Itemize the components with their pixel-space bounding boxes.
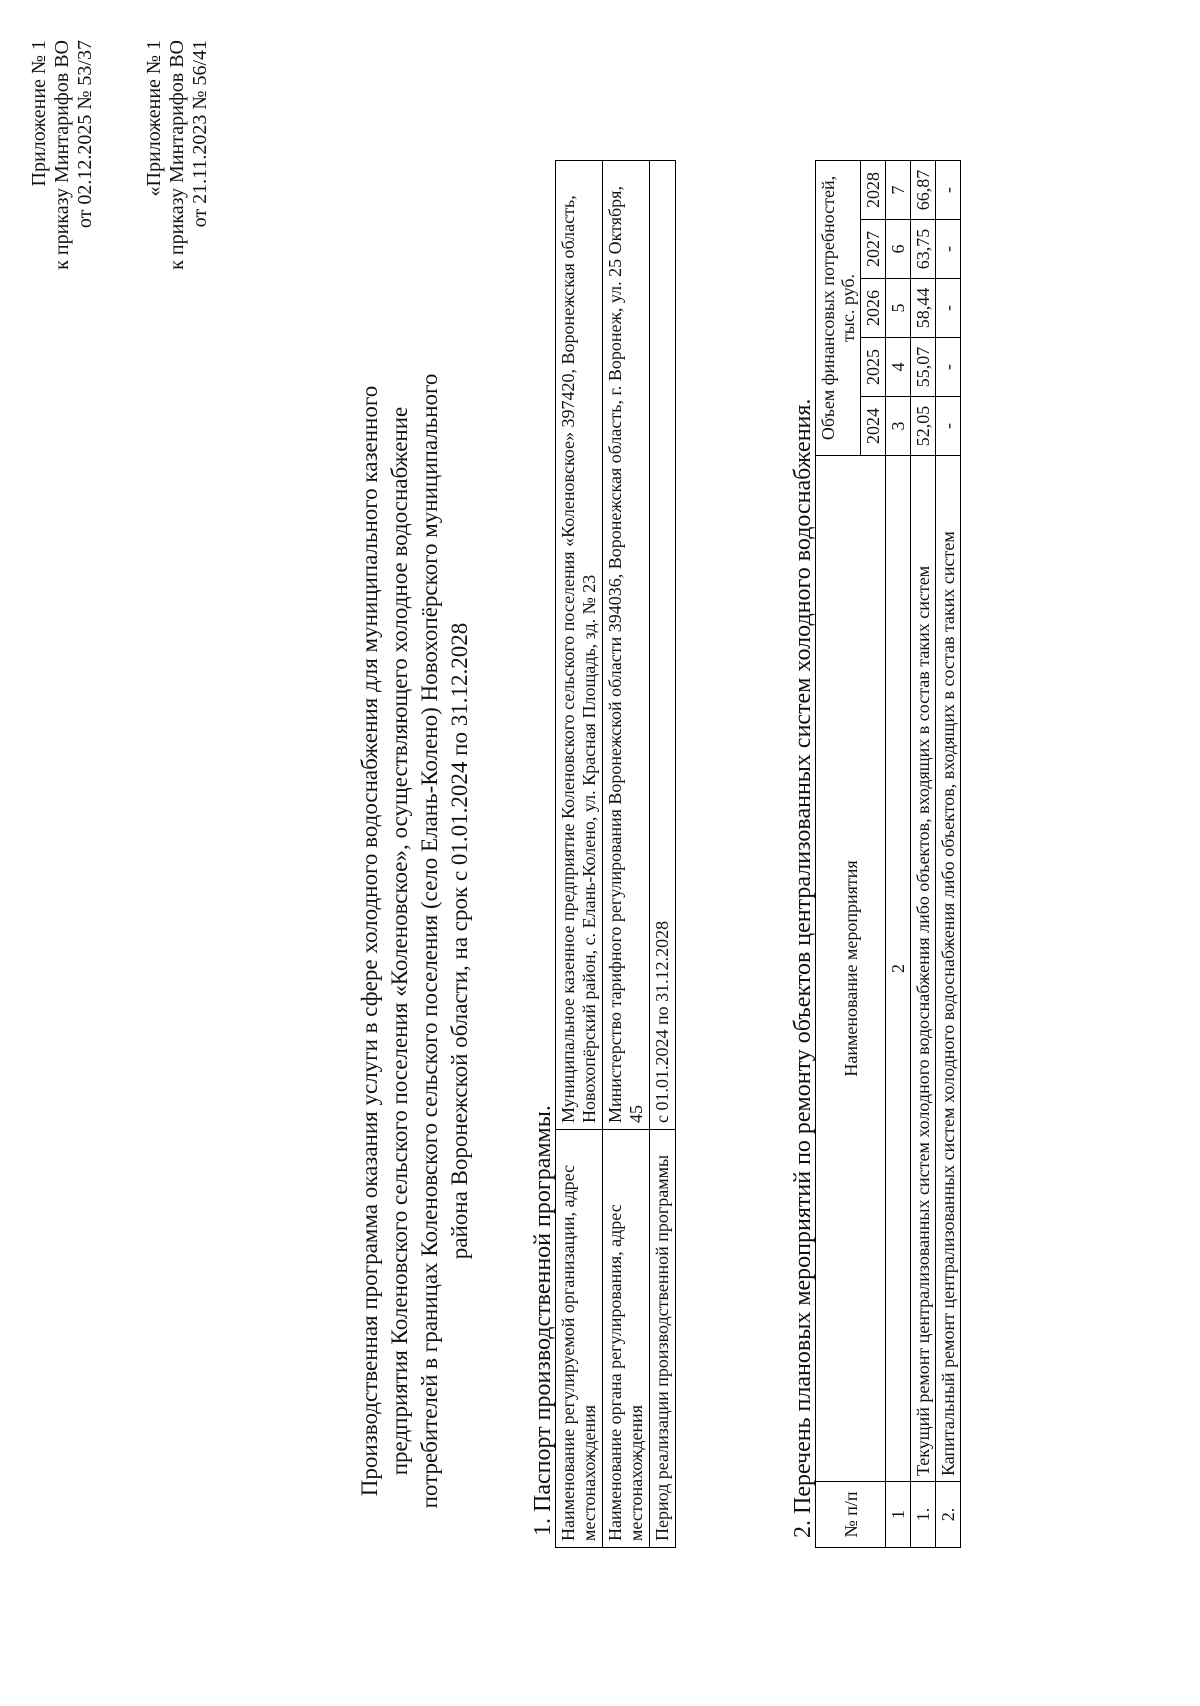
events-table (815, 160, 961, 1548)
row-number: 2. (936, 1482, 961, 1548)
column-numbering-row (886, 161, 911, 1548)
passport-label: Наименование органа регулирования, адрес местонахождения (603, 1130, 650, 1548)
table-row (936, 161, 961, 1548)
appendix-line: от 02.12.2025 № 53/37 (74, 40, 96, 229)
passport-table (555, 160, 676, 1548)
header-event-name: Наименование мероприятия (816, 456, 886, 1482)
appendix-line: к приказу Минтарифов ВО (51, 40, 73, 270)
column-number: 6 (886, 220, 911, 279)
events-heading: 2. Перечень плановых мероприятий по ремонту объектов централизованных систем холодного водоснабжения. (790, 398, 816, 1538)
column-number: 3 (886, 397, 911, 456)
column-number: 1 (886, 1482, 911, 1548)
table-row (556, 161, 603, 1548)
cell-value: - (936, 338, 961, 397)
row-number: 1. (911, 1482, 936, 1548)
passport-label: Наименование регулируемой организации, адрес местонахождения (556, 1130, 603, 1548)
column-number: 5 (886, 279, 911, 338)
column-number: 7 (886, 161, 911, 220)
passport-heading: 1. Паспорт производственной программы. (530, 1105, 556, 1536)
cell-value: - (936, 220, 961, 279)
appendix-line: к приказу Минтарифов ВО (166, 40, 188, 270)
passport-value: с 01.01.2024 по 31.12.2028 (650, 161, 676, 1130)
appendix-note-previous (143, 40, 212, 270)
header-year: 2025 (861, 338, 886, 397)
event-name: Капитальный ремонт централизованных систем холодного водоснабжения либо объектов, входящих в состав таких систем (936, 456, 961, 1482)
appendix-line: от 21.11.2023 № 56/41 (189, 40, 211, 228)
cell-value: - (936, 161, 961, 220)
header-number: № п/п (816, 1482, 886, 1548)
appendix-note-current (28, 40, 97, 270)
cell-value: - (936, 397, 961, 456)
cell-value: 58,44 (911, 279, 936, 338)
header-year: 2028 (861, 161, 886, 220)
passport-value: Муниципальное казенное предприятие Коленовского сельского поселения «Коленовское» 397420, Воронежская область, Новохопёрский район, с. Елань-Колено, ул. Красная Площадь, зд. № 23 (556, 161, 603, 1130)
cell-value: 66,87 (911, 161, 936, 220)
header-financial-volume: Объем финансовых потребностей, тыс. руб. (816, 161, 861, 456)
cell-value: - (936, 279, 961, 338)
passport-label: Период реализации производственной программы (650, 1130, 676, 1548)
column-number: 4 (886, 338, 911, 397)
table-row (603, 161, 650, 1548)
table-row (650, 161, 676, 1548)
document-title: Производственная программа оказания услуги в сфере холодного водоснабжения для муниципального казенного предприятия Коленовского сельского поселения «Коленовское», осуществляющего холодное водоснабжение потребителей в границах Коленовского сельского поселения (село Елань-Колено) Новохопёрского муниципального района Воронежской области, на срок с 01.01.2024 по 31.12.2028 (357, 373, 472, 1509)
column-number: 2 (886, 456, 911, 1482)
appendix-line: «Приложение № 1 (143, 40, 165, 197)
cell-value: 55,07 (911, 338, 936, 397)
appendix-line: Приложение № 1 (28, 40, 50, 187)
event-name: Текущий ремонт централизованных систем холодного водоснабжения либо объектов, входящих в состав таких систем (911, 456, 936, 1482)
header-year: 2027 (861, 220, 886, 279)
table-row (911, 161, 936, 1548)
table-header-row (816, 161, 861, 1548)
passport-value: Министерство тарифного регулирования Воронежской области 394036, Воронежская область, г. Воронеж, ул. 25 Октября, 45 (603, 161, 650, 1130)
header-year: 2024 (861, 397, 886, 456)
header-year: 2026 (861, 279, 886, 338)
cell-value: 52,05 (911, 397, 936, 456)
cell-value: 63,75 (911, 220, 936, 279)
